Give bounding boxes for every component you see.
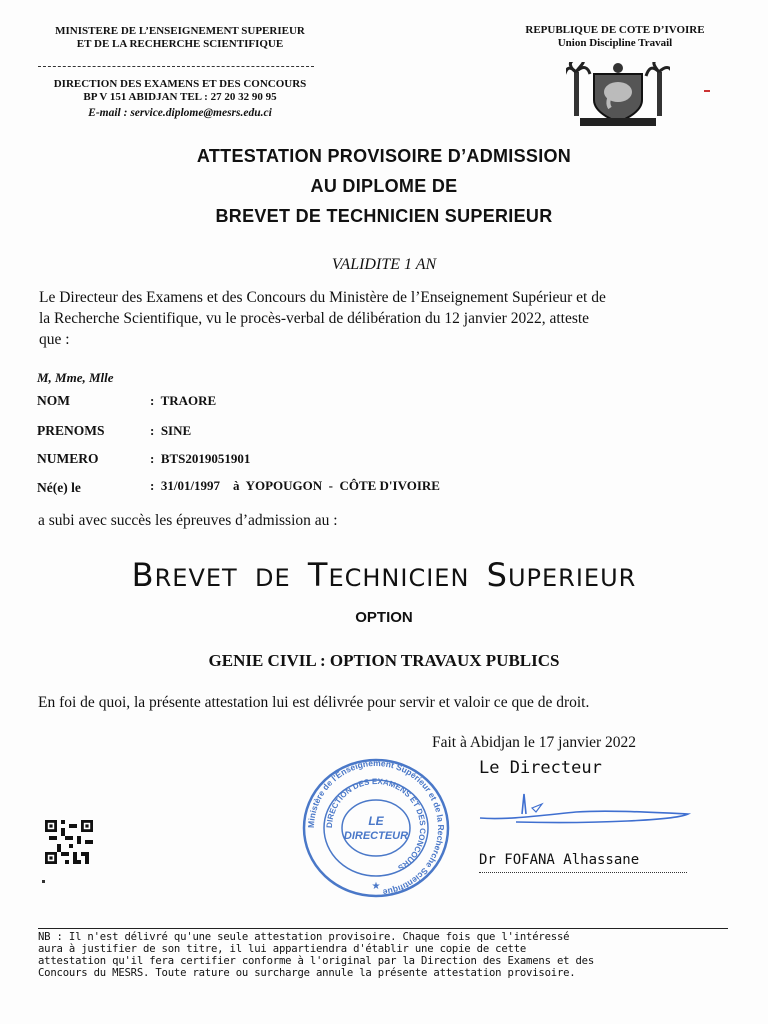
header-divider	[38, 66, 314, 67]
diploma-word3-initial: T	[307, 556, 329, 594]
ministry-line1: MINISTERE DE L’ENSEIGNEMENT SUPERIEUR	[55, 25, 305, 37]
stamp-star-icon: ★	[371, 881, 381, 892]
diploma-word1-rest: REVET	[154, 564, 238, 592]
coat-of-arms-emblem	[566, 62, 670, 130]
intro-line2: la Recherche Scientifique, vu le procès-verbal de délibération du 12 janvier 2022, atteste	[39, 310, 590, 327]
document-title-line3: BREVET DE TECHNICIEN SUPERIEUR	[215, 206, 553, 226]
ministry-line2: ET DE LA RECHERCHE SCIENTIFIQUE	[76, 38, 284, 50]
qr-code	[45, 820, 93, 864]
direction-line2: BP V 151 ABIDJAN TEL : 27 20 32 90 95	[83, 91, 277, 103]
success-text: a subi avec succès les épreuves d’admission au :	[38, 512, 338, 529]
direction-header	[40, 78, 320, 120]
prenoms-label: PRENOMS	[37, 423, 105, 438]
numero-value: : BTS2019051901	[150, 451, 251, 466]
email-line: E-mail : service.diplome@mesrs.edu.ci	[88, 107, 272, 119]
document-title-line1: ATTESTATION PROVISOIRE D’ADMISSION	[196, 146, 572, 166]
country-name: REPUBLIQUE DE COTE D’IVOIRE	[525, 24, 705, 36]
stamp-inner-ring-text: DIRECTION DES EXAMENS ET DES CONCOURS	[324, 776, 428, 873]
nom-value: : TRAORE	[150, 393, 217, 408]
document-title-line2: AU DIPLOME DE	[310, 176, 458, 196]
place-date: Fait à Abidjan le 17 janvier 2022	[432, 734, 637, 751]
nb-line2: aura à justifier de son titre, il lui appartiendra d'établir une copie de cette	[38, 943, 527, 955]
ministry-header	[40, 25, 320, 51]
nb-line4: Concours du MESRS. Toute rature ou surcharge annule la présente attestation provisoire.	[38, 967, 576, 979]
signer-name: Dr FOFANA Alhassane	[479, 852, 640, 868]
signer-name-underline	[479, 872, 687, 873]
intro-paragraph	[39, 287, 739, 350]
stamp-center-line2: DIRECTEUR	[343, 830, 409, 842]
birth-value: : 31/01/1997 à YOPOUGON - CÔTE D'IVOIRE	[150, 478, 440, 493]
validity-note: VALIDITE 1 AN	[331, 256, 437, 273]
diploma-word2: DE	[254, 564, 291, 592]
nom-label: NOM	[37, 393, 70, 408]
stamp-center-line1: LE	[368, 814, 384, 828]
nb-line1: NB : Il n'est délivré qu'une seule attestation provisoire. Chaque fois que l'intéressé	[38, 931, 570, 943]
republic-header	[490, 24, 740, 50]
director-signature	[476, 790, 696, 834]
diploma-word1-initial: B	[131, 556, 155, 594]
prenoms-value: : SINE	[150, 423, 192, 438]
diploma-name	[0, 556, 768, 594]
corner-dot	[42, 880, 45, 883]
birth-label: Né(e) le	[37, 480, 81, 495]
direction-line1: DIRECTION DES EXAMENS ET DES CONCOURS	[53, 78, 307, 90]
official-stamp	[298, 757, 454, 899]
nb-notice	[38, 928, 728, 979]
diploma-word4-rest: UPERIEUR	[507, 564, 637, 592]
option-value: GENIE CIVIL : OPTION TRAVAUX PUBLICS	[208, 651, 560, 670]
margin-mark	[704, 90, 710, 92]
numero-label: NUMERO	[37, 451, 99, 466]
diploma-word3-rest: ECHNICIEN	[328, 564, 470, 592]
nb-line3: attestation qu'il fera certifier conforme à l'original par la Direction des Examens et des	[38, 955, 595, 967]
closing-text: En foi de quoi, la présente attestation lui est délivrée pour servir et valoir ce que de droit.	[38, 694, 590, 711]
intro-line3: que :	[39, 331, 70, 348]
stamp-ring-text: Ministère de l'Enseignement Supérieur et de la Recherche Scientifique	[305, 757, 447, 898]
option-label: OPTION	[355, 609, 413, 626]
intro-line1: Le Directeur des Examens et des Concours du Ministère de l’Enseignement Supérieur et de	[39, 289, 606, 306]
country-motto: Union Discipline Travail	[557, 37, 673, 49]
signer-title: Le Directeur	[479, 758, 602, 778]
diploma-word4-initial: S	[486, 556, 508, 594]
civility-label: M, Mme, Mlle	[37, 370, 114, 385]
